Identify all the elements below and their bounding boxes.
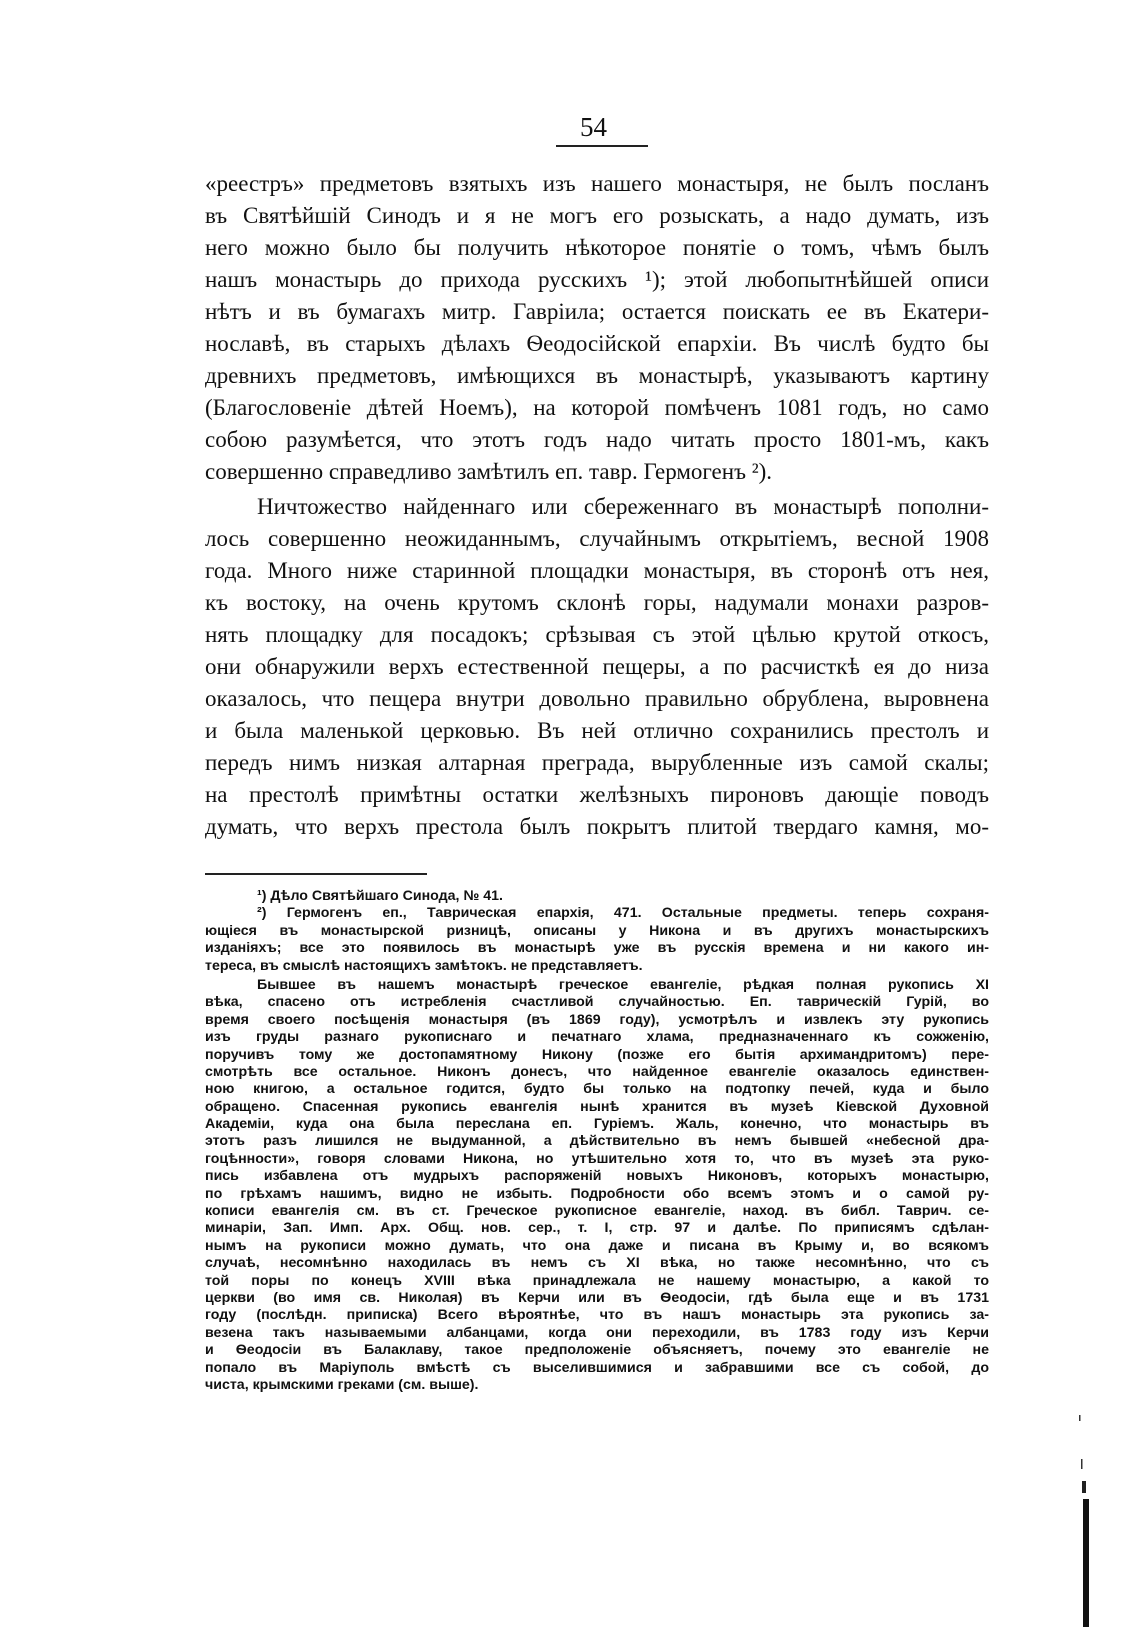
body-line: него можно было бы получить нѣкоторое понятіе о томъ, чѣмъ былъ [205, 235, 989, 260]
footnote-line: обращено. Спасенная рукопись евангелія нынѣ хранится въ музеѣ Кіевской Духовной [205, 1098, 989, 1115]
body-line: и была маленькой церковью. Въ ней отлично сохранились престолъ и [205, 718, 989, 743]
page-number-rule [556, 145, 648, 147]
footnote-line: поручивъ тому же достопамятному Никону (позже его бытія архимандритомъ) пере- [205, 1046, 989, 1063]
footnote-line: церкви (во имя св. Николая) въ Керчи или въ Ѳеодосіи, гдѣ была еще и въ 1731 [205, 1289, 989, 1306]
footnote-line: гоцѣнности», говоря словами Никона, но утѣшительно хотя то, что въ музеѣ эта руко- [205, 1150, 989, 1167]
footnote-line: ²) Гермогенъ еп., Таврическая епархія, 471. Остальные предметы. теперь сохраня- [257, 905, 989, 922]
footnote-line: Академіи, куда она была переслана еп. Гуріемъ. Жаль, конечно, что монастырь въ [205, 1116, 989, 1133]
footnote-line: ¹) Дѣло Святѣйшаго Синода, № 41. [257, 888, 503, 904]
body-line: нашъ монастырь до прихода русскихъ ¹); этой любопытнѣйшей описи [205, 267, 989, 292]
footnote-line: пись избавлена отъ мудрыхъ распоряженій новыхъ Никоновъ, которыхъ монастырю, [205, 1168, 989, 1185]
body-line: оказалось, что пещера внутри довольно правильно обрублена, выровнена [205, 686, 989, 711]
body-line: совершенно справедливо замѣтилъ еп. тавр. Гермогенъ ²). [205, 459, 773, 484]
body-line: на престолѣ примѣтны остатки желѣзныхъ пироновъ дающіе поводъ [205, 782, 989, 807]
body-line: «реестръ» предметовъ взятыхъ изъ нашего монастыря, не былъ посланъ [205, 171, 989, 196]
body-line: они обнаружили верхъ естественной пещеры, а по расчисткѣ ея до низа [205, 654, 989, 679]
footnote-line: по грѣхамъ нашимъ, видно не избыть. Подробности обо всемъ этомъ и о самой ру- [205, 1185, 989, 1202]
footnote-line: смотрѣть все остальное. Никонъ донесъ, что найденное евангеліе оказалось единствен- [205, 1063, 989, 1080]
footnote-line: кописи евангелія см. въ ст. Греческое рукописное евангеліе, наход. въ библ. Таврич. се- [205, 1203, 989, 1220]
footnote-line: ною книгою, а остальное годится, будто бы только на подтопку печей, куда и было [205, 1081, 989, 1098]
body-line: Ничтожество найденнаго или сбереженнаго въ монастырѣ пополни- [257, 494, 989, 519]
footnote-separator [205, 873, 427, 875]
body-line: къ востоку, на очень крутомъ склонѣ горы, надумали монахи разров- [205, 590, 989, 615]
footnote-line: этотъ разъ лишился не выдуманной, а дѣйствительно въ немъ бывшей «небесной дра- [205, 1133, 989, 1150]
footnote-line: попало въ Маріуполь вмѣстѣ съ выселившимися и забравшими все съ собой, до [205, 1359, 989, 1376]
body-line: нославѣ, въ старыхъ дѣлахъ Ѳеодосійской епархіи. Въ числѣ будто бы [205, 331, 989, 356]
footnote-line: и Ѳеодосіи въ Балаклаву, такое предположеніе объясняетъ, почему это евангеліе не [205, 1342, 989, 1359]
footnote-line: ющіеся въ монастырской ризницѣ, описаны у Никона и въ другихъ монастырскихъ [205, 922, 989, 939]
footnote-line: случаѣ, несомнѣнно находилась въ немъ съ XI вѣка, но также несомнѣнно, что съ [205, 1255, 989, 1272]
body-line: думать, что верхъ престола былъ покрытъ плитой твердаго камня, мо- [205, 814, 989, 839]
footnote-line: вѣка, спасено отъ истребленія счастливой случайностью. Еп. таврическій Гурій, во [205, 994, 989, 1011]
footnote-line: изданіяхъ; все это появилось въ монастырѣ уже въ русскія времена и ни какого ин- [205, 940, 989, 957]
footnote-line: тереса, въ смыслѣ настоящихъ замѣтокъ. не представляетъ. [205, 957, 643, 974]
page-number: 54 [580, 112, 607, 142]
body-line: (Благословеніе дѣтей Ноемъ), на которой помѣченъ 1081 годъ, но само [205, 395, 989, 420]
body-line: нѣтъ и въ бумагахъ митр. Гавріила; остается поискать ее въ Екатери- [205, 299, 989, 324]
footnote-line: Бывшее въ нашемъ монастырѣ греческое евангеліе, рѣдкая полная рукопись XI [257, 976, 989, 993]
body-line: древнихъ предметовъ, имѣющихся въ монастырѣ, указываютъ картину [205, 363, 989, 388]
footnote-line: нымъ на рукописи можно думать, что она даже и писана въ Крыму и, во всякомъ [205, 1237, 989, 1254]
body-line: года. Много ниже старинной площадки монастыря, въ сторонѣ отъ нея, [205, 558, 989, 583]
body-line: лось совершенно неожиданнымъ, случайнымъ открытіемъ, весной 1908 [205, 526, 989, 551]
footnote-line: минаріи, Зап. Имп. Арх. Общ. нов. сер., т. I, стр. 97 и далѣе. По приписямъ сдѣлан- [205, 1220, 989, 1237]
footnote-line: чиста, крымскими греками (см. выше). [205, 1376, 479, 1393]
body-line: въ Святѣйшій Синодъ и я не могъ его розыскать, а надо думать, изъ [205, 203, 989, 228]
footnote-line: изъ груды разнаго рукописнаго и печатнаго хлама, предназначеннаго къ сожженію, [205, 1029, 989, 1046]
footnote-line: той поры по конецъ XVIII вѣка принадлежала не нашему монастырю, а какой то [205, 1272, 989, 1289]
body-line: передъ нимъ низкая алтарная преграда, вырубленные изъ самой скалы; [205, 750, 989, 775]
footnotes [205, 888, 989, 1394]
footnote-line: время своего посѣщенія монастыря (въ 1869 году), усмотрѣлъ и извлекъ эту рукопись [205, 1011, 989, 1028]
footnote-line: году (послѣдн. приписка) Всего вѣроятнѣе, что въ нашъ монастырь эта рукопись за- [205, 1307, 989, 1324]
body-line: нять площадку для посадокъ; срѣзывая съ этой цѣлью крутой откосъ, [205, 622, 989, 647]
body-line: собою разумѣется, что этотъ годъ надо читать просто 1801-мъ, какъ [205, 427, 989, 452]
scan-edge-artifact [1076, 1415, 1092, 1627]
footnote-line: везена такъ называемыми албанцами, когда они переходили, въ 1783 году изъ Керчи [205, 1324, 989, 1341]
main-text [205, 168, 989, 843]
